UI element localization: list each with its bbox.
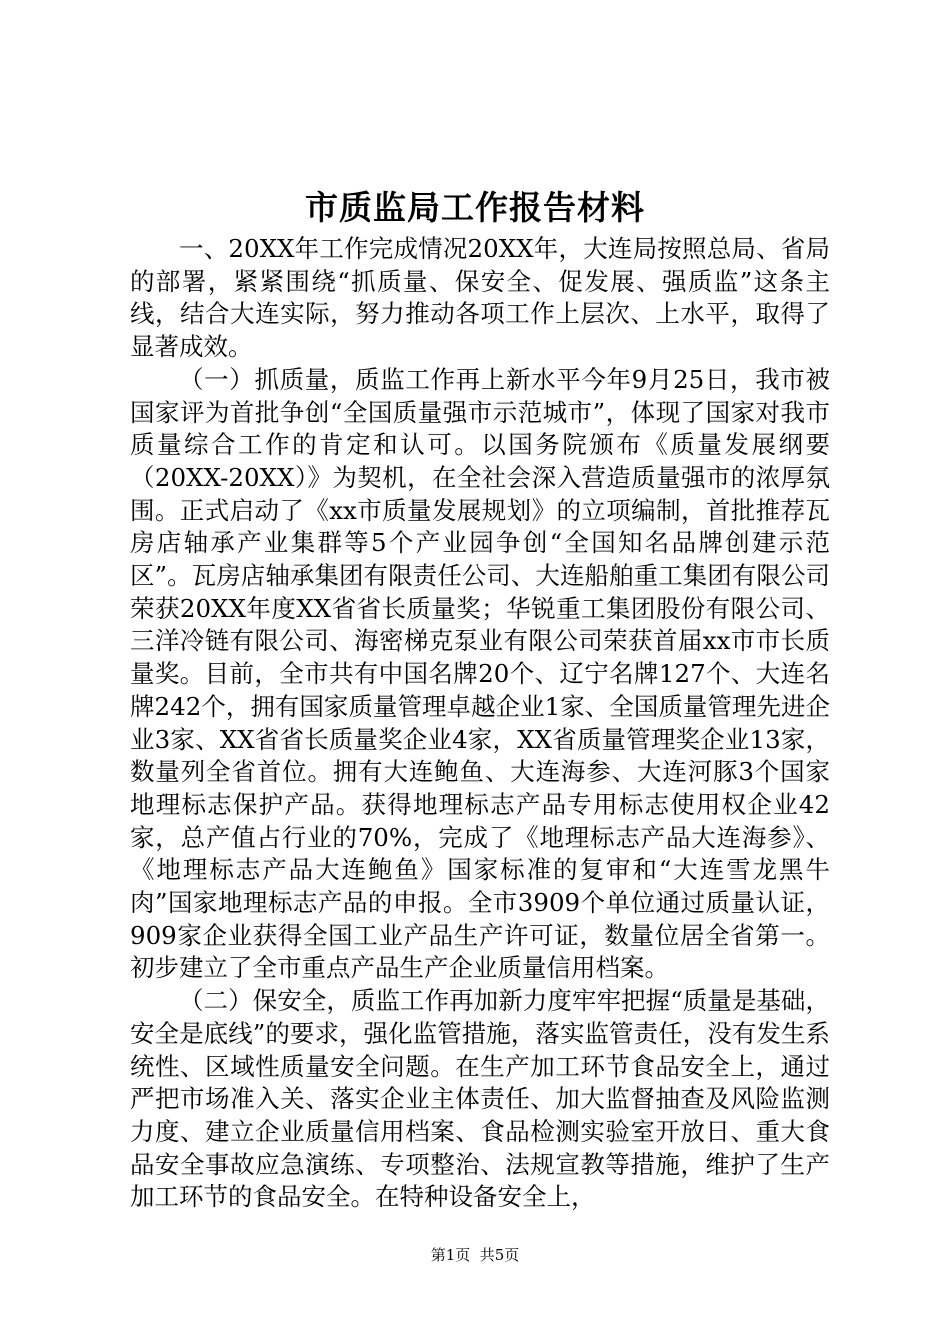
- body-paragraph: （二）保安全，质监工作再加新力度牢牢把握“质量是基础，安全是底线”的要求，强化监管措施，落实监管责任，没有发生系统性、区域性质量安全问题。在生产加工环节食品安全上，通过严把市场准入关、落实企业主体责任、加大监督抽查及风险监测力度、建立企业质量信用档案、食品检测实验室开放日、重大食品安全事故应急演练、专项整治、法规宣教等措施，维护了生产加工环节的食品安全。在特种设备安全上，: [130, 986, 830, 1212]
- document-title: 市质监局工作报告材料: [305, 188, 645, 227]
- document-body: [130, 233, 830, 1214]
- body-paragraph: （一）抓质量，质监工作再上新水平今年9月25日，我市被国家评为首批争创“全国质量强市示范城市”，体现了国家对我市质量综合工作的肯定和认可。以国务院颁布《质量发展纲要（20XX-20XX）》为契机，在全社会深入营造质量强市的浓厚氛围。正式启动了《xx市质量发展规划》的立项编制，首批推荐瓦房店轴承产业集群等5个产业园争创“全国知名品牌创建示范区”。瓦房店轴承集团有限责任公司、大连船舶重工集团有限公司荣获20XX年度XX省省长质量奖；华锐重工集团股份有限公司、三洋冷链有限公司、海密梯克泵业有限公司荣获首届xx市市长质量奖。目前，全市共有中国名牌20个、辽宁名牌127个、大连名牌242个，拥有国家质量管理卓越企业1家、全国质量管理先进企业3家、XX省省长质量奖企业4家，XX省质量管理奖企业13家，数量列全省首位。拥有大连鲍鱼、大连海参、大连河豚3个国家地理标志保护产品。获得地理标志产品专用标志使用权企业42家，总产值占行业的70%，完成了《地理标志产品大连海参》、《地理标志产品大连鲍鱼》国家标准的复审和“大连雪龙黑牛肉”国家地理标志产品的申报。全市3909个单位通过质量认证，909家企业获得全国工业产品生产许可证，数量位居全省第一。初步建立了全市重点产品生产企业质量信用档案。: [130, 364, 830, 983]
- body-paragraph: 一、20XX年工作完成情况20XX年，大连局按照总局、省局的部署，紧紧围绕“抓质量、保安全、促发展、强质监”这条主线，结合大连实际，努力推动各项工作上层次、上水平，取得了显著成效。: [130, 234, 830, 362]
- page-number-footer: 第1页 共5页: [430, 1246, 520, 1264]
